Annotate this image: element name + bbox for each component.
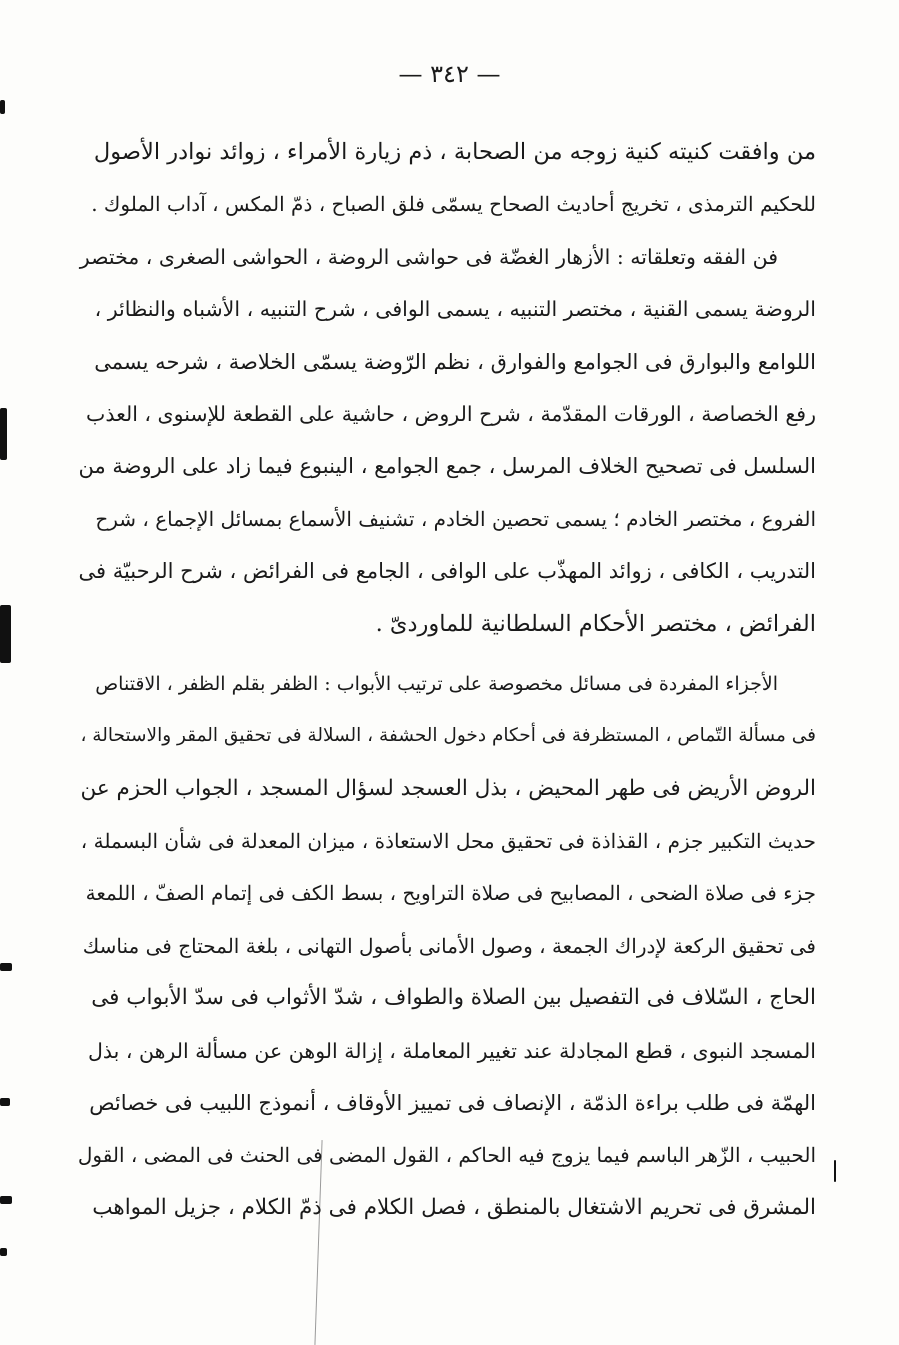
page-number: — ٣٤٢ — (398, 60, 501, 88)
text-line: السلسل فى تصحيح الخلاف المرسل ، جمع الجوامع ، الينبوع فيما زاد على الروضة من (78, 454, 816, 479)
text-line: التدريب ، الكافى ، زوائد المهذّب على الوافى ، الجامع فى الفرائض ، شرح الرحبيّة فى (78, 559, 816, 584)
scan-speck (0, 605, 11, 663)
text-line: الحبيب ، الزّهر الباسم فيما يزوج فيه الحاكم ، القول المضى فى الحنث فى المضى ، القول (78, 1143, 816, 1168)
scan-speck (0, 1248, 7, 1256)
scan-speck (0, 408, 7, 460)
text-line: حديث التكبير جزم ، القذاذة فى تحقيق محل الاستعاذة ، ميزان المعدلة فى شأن البسملة ، (80, 829, 816, 854)
scan-speck (834, 1160, 836, 1182)
scan-speck (0, 1098, 10, 1106)
text-line: فى مسألة التّماص ، المستظرفة فى أحكام دخول الحشفة ، السلالة فى تحقيق المقر والاستحالة ، (80, 725, 816, 747)
text-line: الروضة يسمى القنية ، مختصر التنبيه ، يسمى الوافى ، شرح التنبيه ، الأشباه والنظائر ، (94, 297, 816, 322)
text-line: فن الفقه وتعلقاته : الأزهار الغضّة فى حواشى الروضة ، الحواشى الصغرى ، مختصر (79, 244, 778, 269)
text-line: الأجزاء المفردة فى مسائل مخصوصة على ترتيب الأبواب : الظفر بقلم الظفر ، الاقتناص (95, 672, 778, 695)
scan-speck (0, 963, 12, 971)
text-line: الفرائض ، مختصر الأحكام السلطانية للماوردىّ . (375, 610, 816, 637)
text-line: اللوامع والبوارق فى الجوامع والفوارق ، نظم الرّوضة يسمّى الخلاصة ، شرحه يسمى (94, 349, 816, 374)
paragraph-spacer (78, 650, 816, 658)
text-line: الهمّة فى طلب براءة الذمّة ، الإنصاف فى تمييز الأوقاف ، أنموذج اللبيب فى خصائص (89, 1091, 816, 1116)
text-line: جزء فى صلاة الضحى ، المصابيح فى صلاة التراويح ، بسط الكف فى إتمام الصفّ ، اللمعة (85, 881, 816, 906)
scan-speck (0, 100, 5, 114)
text-line: رفع الخصاصة ، الورقات المقدّمة ، شرح الروض ، حاشية على القطعة للإسنوى ، العذب (86, 401, 816, 426)
paragraph-hadith-works (78, 126, 816, 231)
text-line: المسجد النبوى ، قطع المجادلة عند تغيير المعاملة ، إزالة الوهن عن مسألة الرهن ، بذل (87, 1038, 816, 1063)
text-line: الفروع ، مختصر الخادم ؛ يسمى تحصين الخادم ، تشنيف الأسماع بمسائل الإجماع ، شرح (95, 506, 816, 531)
text-line: الحاج ، السّلاف فى التفصيل بين الصلاة والطواف ، شدّ الأثواب فى سدّ الأبواب فى (91, 985, 816, 1011)
body-text (78, 126, 816, 1234)
text-line: المشرق فى تحريم الاشتغال بالمنطق ، فصل الكلام فى ذمّ الكلام ، جزيل المواهب (92, 1194, 816, 1220)
paragraph-single-treatises (78, 658, 816, 1234)
text-line: فى تحقيق الركعة لإدراك الجمعة ، وصول الأمانى بأصول التهانى ، بلغة المحتاج فى مناسك (82, 933, 816, 958)
scan-speck (0, 1196, 12, 1204)
text-line: من وافقت كنيته كنية زوجه من الصحابة ، ذم زيارة الأمراء ، زوائد نوادر الأصول (93, 139, 816, 165)
paragraph-fiqh-works (78, 231, 816, 650)
text-line: للحكيم الترمذى ، تخريج أحاديث الصحاح يسمّى فلق الصباح ، ذمّ المكس ، آداب الملوك . (91, 192, 816, 217)
text-line: الروض الأريض فى طهر المحيض ، بذل العسجد لسؤال المسجد ، الجواب الحزم عن (80, 775, 816, 801)
